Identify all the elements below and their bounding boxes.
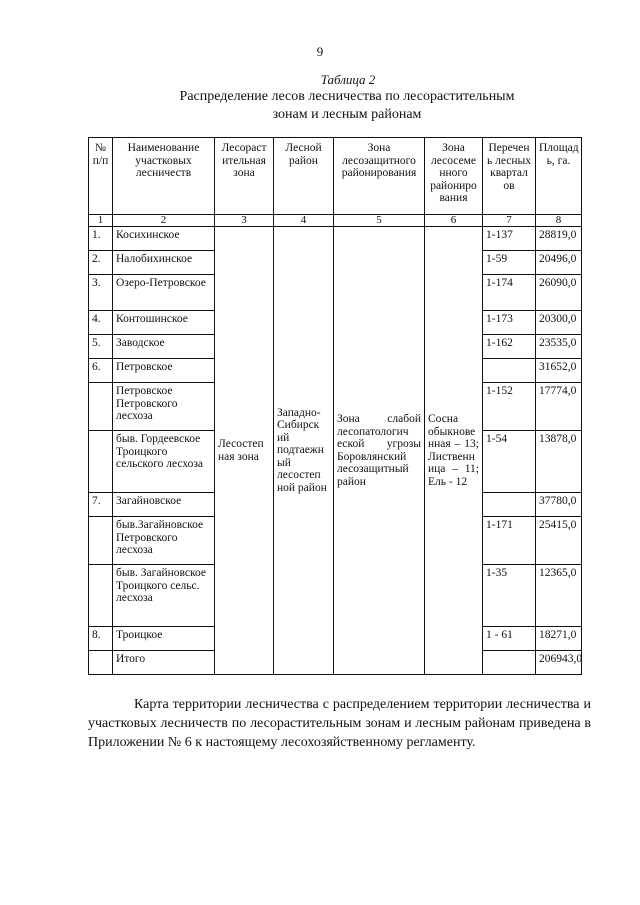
- map-reference-paragraph: [88, 695, 591, 752]
- row-area: 20300,0: [536, 311, 582, 335]
- row-quarters: 1-174: [483, 275, 536, 311]
- header-area: Площад ь, га.: [536, 138, 582, 215]
- row-area: 25415,0: [536, 517, 582, 565]
- row-quarters: 1-35: [483, 565, 536, 627]
- header-quarters: Перечен ь лесных квартал ов: [483, 138, 536, 215]
- row-quarters: 1-59: [483, 251, 536, 275]
- row-quarters: [483, 651, 536, 675]
- row-quarters: 1-152: [483, 383, 536, 431]
- forest-region-cell: Западно-Сибирск ий подтаежн ый лесостеп ной район: [274, 227, 334, 675]
- row-name: Итого: [113, 651, 215, 675]
- row-name: Петровское Петровского лесхоза: [113, 383, 215, 431]
- row-number: [89, 431, 113, 493]
- row-number: [89, 565, 113, 627]
- seed-zone-cell: Сосна обыкнове нная – 13; Лиственн ица – 11; Ель - 12: [425, 227, 483, 675]
- row-number: 2.: [89, 251, 113, 275]
- row-quarters: [483, 493, 536, 517]
- header-no: № п/п: [89, 138, 113, 215]
- column-number: 5: [334, 215, 425, 227]
- row-quarters: [483, 359, 536, 383]
- table-title-line-1: Распределение лесов лесничества по лесорастительным: [179, 89, 515, 104]
- row-name: Налобихинское: [113, 251, 215, 275]
- header-seed-zone: Зона лесосеме нного райониро вания: [425, 138, 483, 215]
- protection-zone-cell: Зона слабой лесопатологич еской угрозы Боровлянский лесозащитный район: [334, 227, 425, 675]
- row-area: 37780,0: [536, 493, 582, 517]
- row-quarters: 1-162: [483, 335, 536, 359]
- column-number: 6: [425, 215, 483, 227]
- row-quarters: 1 - 61: [483, 627, 536, 651]
- row-area: 206943,0: [536, 651, 582, 675]
- row-area: 31652,0: [536, 359, 582, 383]
- row-name: Озеро-Петровское: [113, 275, 215, 311]
- header-name: Наименование участковых лесничеств: [113, 138, 215, 215]
- row-quarters: 1-137: [483, 227, 536, 251]
- header-protection-zone: Зона лесозащитного районирования: [334, 138, 425, 215]
- row-area: 18271,0: [536, 627, 582, 651]
- header-forest-zone: Лесораст ительная зона: [215, 138, 274, 215]
- table-row: [89, 227, 582, 251]
- row-area: 13878,0: [536, 431, 582, 493]
- forest-zone-cell: Лесостеп ная зона: [215, 227, 274, 675]
- row-quarters: 1-171: [483, 517, 536, 565]
- row-number: [89, 383, 113, 431]
- row-name: быв. Гордеевское Троицкого сельского лесхоза: [113, 431, 215, 493]
- row-area: 26090,0: [536, 275, 582, 311]
- table-title: [0, 88, 640, 124]
- row-number: [89, 651, 113, 675]
- column-number: 8: [536, 215, 582, 227]
- row-area: 20496,0: [536, 251, 582, 275]
- header-forest-region: Лесной район: [274, 138, 334, 215]
- row-number: 6.: [89, 359, 113, 383]
- table-label: Таблица 2: [320, 72, 376, 87]
- column-number: 7: [483, 215, 536, 227]
- column-number: 3: [215, 215, 274, 227]
- column-number: 2: [113, 215, 215, 227]
- row-name: быв. Загайновское Троицкого сельс. лесхоза: [113, 565, 215, 627]
- row-name: Косихинское: [113, 227, 215, 251]
- row-number: [89, 517, 113, 565]
- row-name: Заводское: [113, 335, 215, 359]
- header-row: [89, 138, 582, 215]
- row-name: быв.Загайновское Петровского лесхоза: [113, 517, 215, 565]
- row-area: 12365,0: [536, 565, 582, 627]
- row-area: 28819,0: [536, 227, 582, 251]
- row-quarters: 1-54: [483, 431, 536, 493]
- table-title-line-2: зонам и лесным районам: [272, 107, 422, 122]
- page-number: 9: [316, 44, 324, 59]
- column-number: 4: [274, 215, 334, 227]
- column-number-row: [89, 215, 582, 227]
- row-name: Загайновское: [113, 493, 215, 517]
- row-name: Контошинское: [113, 311, 215, 335]
- row-name: Петровское: [113, 359, 215, 383]
- row-area: 17774,0: [536, 383, 582, 431]
- column-number: 1: [89, 215, 113, 227]
- row-number: 4.: [89, 311, 113, 335]
- row-name: Троицкое: [113, 627, 215, 651]
- row-number: 1.: [89, 227, 113, 251]
- paragraph-text: Карта территории лесничества с распределением территории лесничества и участковых лесничеств по лесорастительным зонам и лесным районам приведена в Приложении № 6 к настоящему лесохозяйственному регламенту.: [88, 697, 591, 750]
- row-quarters: 1-173: [483, 311, 536, 335]
- row-number: 5.: [89, 335, 113, 359]
- forest-distribution-table: [88, 137, 582, 675]
- row-area: 23535,0: [536, 335, 582, 359]
- row-number: 7.: [89, 493, 113, 517]
- row-number: 3.: [89, 275, 113, 311]
- row-number: 8.: [89, 627, 113, 651]
